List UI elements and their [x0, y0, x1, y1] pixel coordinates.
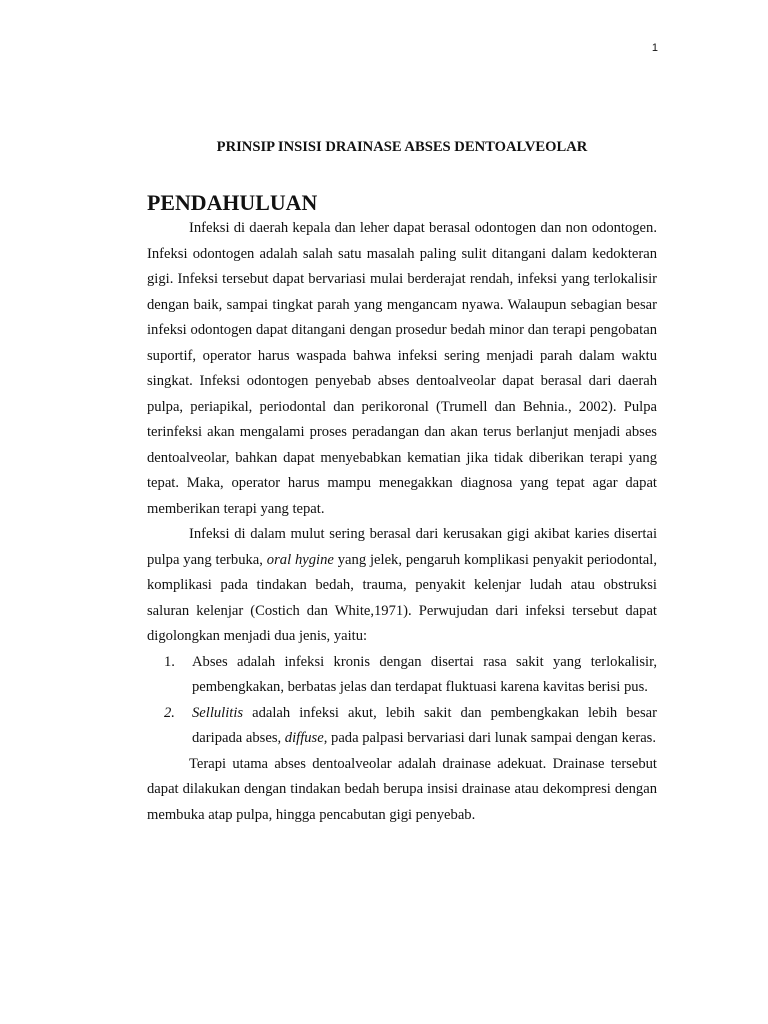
paragraph-introduction: Infeksi di daerah kepala dan leher dapat berasal odontogen dan non odontogen. Infeksi odontogen adalah salah satu masalah paling sulit ditangani dalam kedokteran gigi. Infeksi tersebut dapat bervariasi mulai berderajat rendah, infeksi yang terlokalisir dengan baik, sampai tingkat parah yang mengancam nyawa. Walaupun sebagian besar infeksi odontogen dapat ditangani dengan prosedur bedah minor dan terapi pengobatan suportif, operator harus waspada bahwa infeksi sering menjadi parah dalam waktu singkat. Infeksi odontogen penyebab abses dentoalveolar dapat berasal dari daerah pulpa, periapikal, periodontal dan perikoronal (Trumell dan Behnia., 2002). Pulpa terinfeksi akan mengalami proses peradangan dan akan terus berlanjut menjadi abses dentoalveolar, bahkan dapat menyebabkan kematian jika tidak diberikan terapi yang tepat. Maka, operator harus mampu menegakkan diagnosa yang tepat agar dapat memberikan terapi yang tepat. [147, 220, 657, 517]
oral-hygine-term: oral hygine [266, 551, 334, 568]
infection-types-list [147, 650, 657, 752]
document-body [147, 137, 657, 828]
list-item-number: 2. [164, 704, 175, 721]
list-item-text: Abses adalah infeksi kronis dengan disertai rasa sakit yang terlokalisir, pembengkakan, berbatas jelas dan terdapat fluktuasi karena kavitas berisi pus. [192, 653, 657, 695]
list-item-text: adalah infeksi akut, lebih sakit dan pembengkakan lebih besar daripada abses, [192, 704, 657, 746]
sellulitis-term: Sellulitis [192, 704, 244, 721]
list-item-abses [147, 650, 657, 701]
section-heading: PENDAHULUAN [147, 190, 318, 215]
paragraph-causes [147, 522, 657, 650]
paragraph-causes-text-1: Infeksi di dalam mulut sering berasal dari kerusakan gigi akibat karies disertai pulpa yang terbuka, [147, 526, 657, 568]
paragraph-therapy: Terapi utama abses dentoalveolar adalah drainase adekuat. Drainase tersebut dapat dilakukan dengan tindakan bedah berupa insisi drainase atau dekompresi dengan membuka atap pulpa, hingga pencabutan gigi penyebab. [147, 755, 657, 823]
list-item-sellulitis [147, 701, 657, 752]
list-item-number: 1. [164, 653, 175, 670]
paragraph-causes-text-2: yang jelek, pengaruh komplikasi penyakit periodontal, komplikasi pada tindakan bedah, trauma, penyakit kelenjar ludah atau obstruksi saluran kelenjar (Costich dan White,1971). Perwujudan dari infeksi tersebut dapat digolongkan menjadi dua jenis, yaitu: [147, 551, 657, 644]
list-item-text: , pada palpasi bervariasi dari lunak sampai dengan keras. [323, 730, 657, 746]
page-number: 1 [651, 42, 658, 54]
document-title: PRINSIP INSISI DRAINASE ABSES DENTOALVEOLAR [216, 139, 588, 155]
diffuse-term: diffuse [284, 730, 324, 746]
